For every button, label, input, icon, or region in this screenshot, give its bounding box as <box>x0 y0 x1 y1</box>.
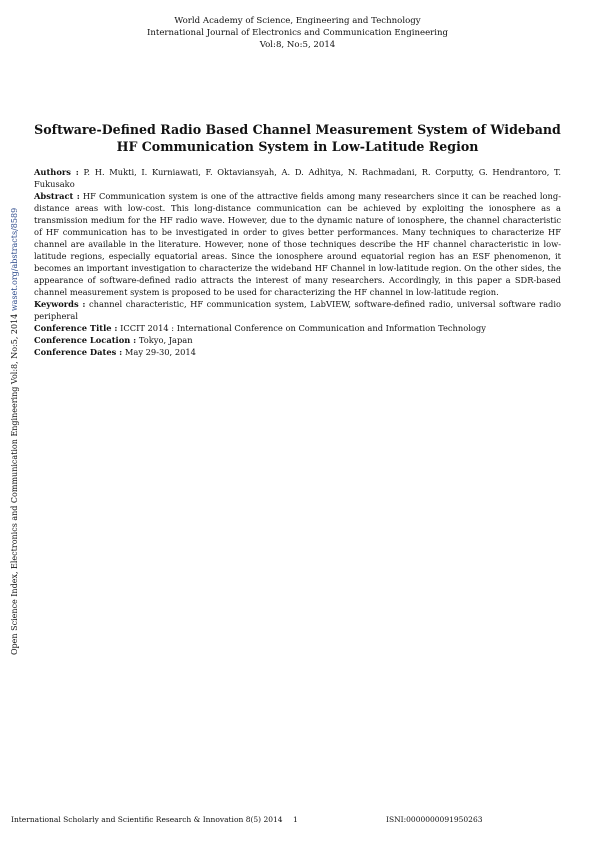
paper-title <box>30 121 565 155</box>
keywords-value: channel characteristic, HF communication system, LabVIEW, software-defined radio, universal software radio peripheral <box>34 299 561 321</box>
title-line-1: Software-Defined Radio Based Channel Measurement System of Wideband <box>34 122 561 137</box>
conference-location-section <box>34 334 561 346</box>
conference-title-section <box>34 322 561 334</box>
keywords-label: Keywords : <box>34 299 86 309</box>
abstract-section <box>34 190 561 298</box>
abstract-label: Abstract : <box>34 191 80 201</box>
conference-title-label: Conference Title : <box>34 323 118 333</box>
sidebar-citation <box>10 208 20 655</box>
footer-isni: ISNI:0000000091950263 <box>386 815 483 824</box>
keywords-section <box>34 298 561 322</box>
header-journal: International Journal of Electronics and Communication Engineering <box>146 28 449 38</box>
abstract-value: HF Communication system is one of the attractive fields among many researchers since it can be reached long-distance areas with low-cost. This long-distance communication can be achieved by exploiting the ionosphere as a transmission medium for the HF radio wave. However, due to the dynamic nature of ionosphere, the channel characteristic of HF communication has to be investigated in order to gives better performances. Many techniques to characterize HF channel are available in the literature. However, none of those techniques describe the HF channel characteristic in low-latitude regions, especially equatorial areas. Since the ionosphere around equatorial region has an ESF phenomenon, it becomes an important investigation to characterize the wideband HF Channel in low-latitude region. On the other sides, the appearance of software-defined radio attracts the interest of many researchers. Accordingly, in this paper a SDR-based channel measurement system is proposed to be used for characterizing the HF channel in low-latitude region. <box>34 191 561 297</box>
conference-location-label: Conference Location : <box>34 335 137 345</box>
sidebar-text: Open Science Index, Electronics and Communication Engineering Vol:8, No:5, 2014 <box>10 313 19 655</box>
conference-dates-value: May 29-30, 2014 <box>124 347 196 357</box>
journal-header <box>0 15 595 51</box>
paper-content <box>34 166 561 358</box>
authors-section <box>34 166 561 190</box>
conference-title-value: ICCIT 2014 : International Conference on Communication and Information Technology <box>120 323 486 333</box>
authors-value: P. H. Mukti, I. Kurniawati, F. Oktaviansyah, A. D. Adhitya, N. Rachmadani, R. Corputty, G. Hendrantoro, T. Fukusako <box>34 167 561 189</box>
conference-dates-section <box>34 346 561 358</box>
sidebar-link[interactable]: waset.org/abstracts/8589 <box>10 207 19 312</box>
conference-dates-label: Conference Dates : <box>34 347 123 357</box>
authors-label: Authors : <box>34 167 79 177</box>
header-academy: World Academy of Science, Engineering and Technology <box>174 16 421 26</box>
conference-location-value: Tokyo, Japan <box>138 335 193 345</box>
page-number: 1 <box>293 815 298 824</box>
title-line-2: HF Communication System in Low-Latitude Region <box>116 139 479 154</box>
footer-publisher: International Scholarly and Scientific Research & Innovation 8(5) 2014 <box>11 815 283 824</box>
header-volume: Vol:8, No:5, 2014 <box>259 40 336 50</box>
